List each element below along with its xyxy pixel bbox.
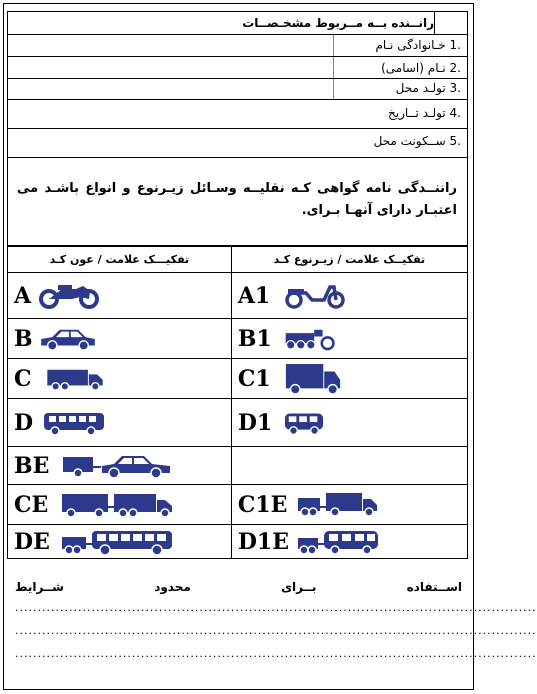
restrictions-heading xyxy=(15,580,462,594)
bus-icon xyxy=(39,410,109,436)
restrictions-section xyxy=(15,580,537,663)
moped-icon xyxy=(284,283,346,309)
category-cell xyxy=(231,485,467,525)
category-cell xyxy=(8,359,232,399)
restrictions-line-1[interactable]: .................................................................................................................... xyxy=(15,601,537,614)
header-right: تفکیــک علامت / زیـرنوع کـد xyxy=(231,247,467,273)
minibus-trailer-icon xyxy=(296,529,380,555)
category-code: CE xyxy=(14,491,49,518)
field-label-4: .4 تولـد تــاریخ xyxy=(387,106,461,120)
quad-icon xyxy=(284,327,336,351)
table-row xyxy=(8,485,468,525)
table-row xyxy=(8,273,468,319)
motorcycle-icon xyxy=(38,283,100,309)
title-row xyxy=(7,11,468,35)
license-paragraph: راننــدگی نامه گواهی کـه نقلیــه وسـائل زیـرنوع و انواع باشـد می اعتبـار دارای آنهـا بـرای. xyxy=(17,181,457,218)
category-cell xyxy=(8,525,232,559)
minibus-icon xyxy=(284,410,324,436)
truck-icon xyxy=(38,367,112,391)
table-row xyxy=(8,447,468,485)
category-cell xyxy=(231,273,467,319)
field-row-1[interactable] xyxy=(7,35,468,57)
restrictions-word: اســتفاده xyxy=(406,580,462,594)
field-label-3: .3 تولـد محل xyxy=(395,81,461,95)
field-row-2[interactable] xyxy=(7,57,468,79)
field-row-4[interactable] xyxy=(7,100,468,129)
category-cell-empty xyxy=(231,447,467,485)
category-code: C xyxy=(14,365,32,392)
header-left: تفکیـــک علامت / عون کـد xyxy=(8,247,232,273)
category-code: BE xyxy=(14,452,50,479)
category-code: A1 xyxy=(237,282,271,309)
category-code: D xyxy=(14,409,34,436)
category-cell xyxy=(231,399,467,447)
table-header-row xyxy=(8,247,468,273)
license-description xyxy=(7,158,468,246)
category-code: D1E xyxy=(237,528,289,555)
restrictions-word: بــرای xyxy=(281,580,317,594)
light-truck-trailer-icon xyxy=(296,492,380,518)
category-cell xyxy=(8,447,232,485)
category-code: B xyxy=(14,325,33,352)
bus-trailer-icon xyxy=(60,529,174,555)
table-row xyxy=(8,359,468,399)
title-cell-divider xyxy=(434,12,435,34)
category-code: B1 xyxy=(237,325,272,352)
field-divider xyxy=(333,35,334,56)
table-row xyxy=(8,319,468,359)
field-label-1: .1 خـانوادگی نـام xyxy=(375,38,461,52)
field-label-2: .2 نـام (اسامی) xyxy=(381,61,461,75)
car-trailer-icon xyxy=(60,453,174,479)
license-categories-table xyxy=(7,246,468,559)
restrictions-line-3[interactable]: .................................................................................................................... xyxy=(15,647,537,660)
category-cell xyxy=(231,525,467,559)
restrictions-word: شــرایط xyxy=(15,580,64,594)
truck-trailer-icon xyxy=(60,492,174,518)
restrictions-line-2[interactable]: .................................................................................................................... xyxy=(15,624,537,637)
category-code: A xyxy=(14,282,32,309)
car-icon xyxy=(39,327,97,351)
category-code: C1E xyxy=(237,491,288,518)
form-title: رانــنده بــه مــربوط مشخـصــات xyxy=(242,16,434,30)
category-cell xyxy=(8,485,232,525)
table-row xyxy=(8,399,468,447)
category-cell xyxy=(231,319,467,359)
category-code: DE xyxy=(14,528,50,555)
category-cell xyxy=(8,399,232,447)
category-code: D1 xyxy=(237,409,273,436)
restrictions-word: محدود xyxy=(154,580,191,594)
field-row-5[interactable] xyxy=(7,129,468,158)
table-row xyxy=(8,525,468,559)
category-code: C1 xyxy=(237,365,271,392)
field-divider xyxy=(333,57,334,78)
category-cell xyxy=(8,273,232,319)
field-label-5: .5 ســکونت محل xyxy=(373,134,461,148)
category-cell xyxy=(8,319,232,359)
field-row-3[interactable] xyxy=(7,79,468,100)
light-truck-icon xyxy=(284,363,342,395)
field-divider xyxy=(333,79,334,99)
category-cell xyxy=(231,359,467,399)
